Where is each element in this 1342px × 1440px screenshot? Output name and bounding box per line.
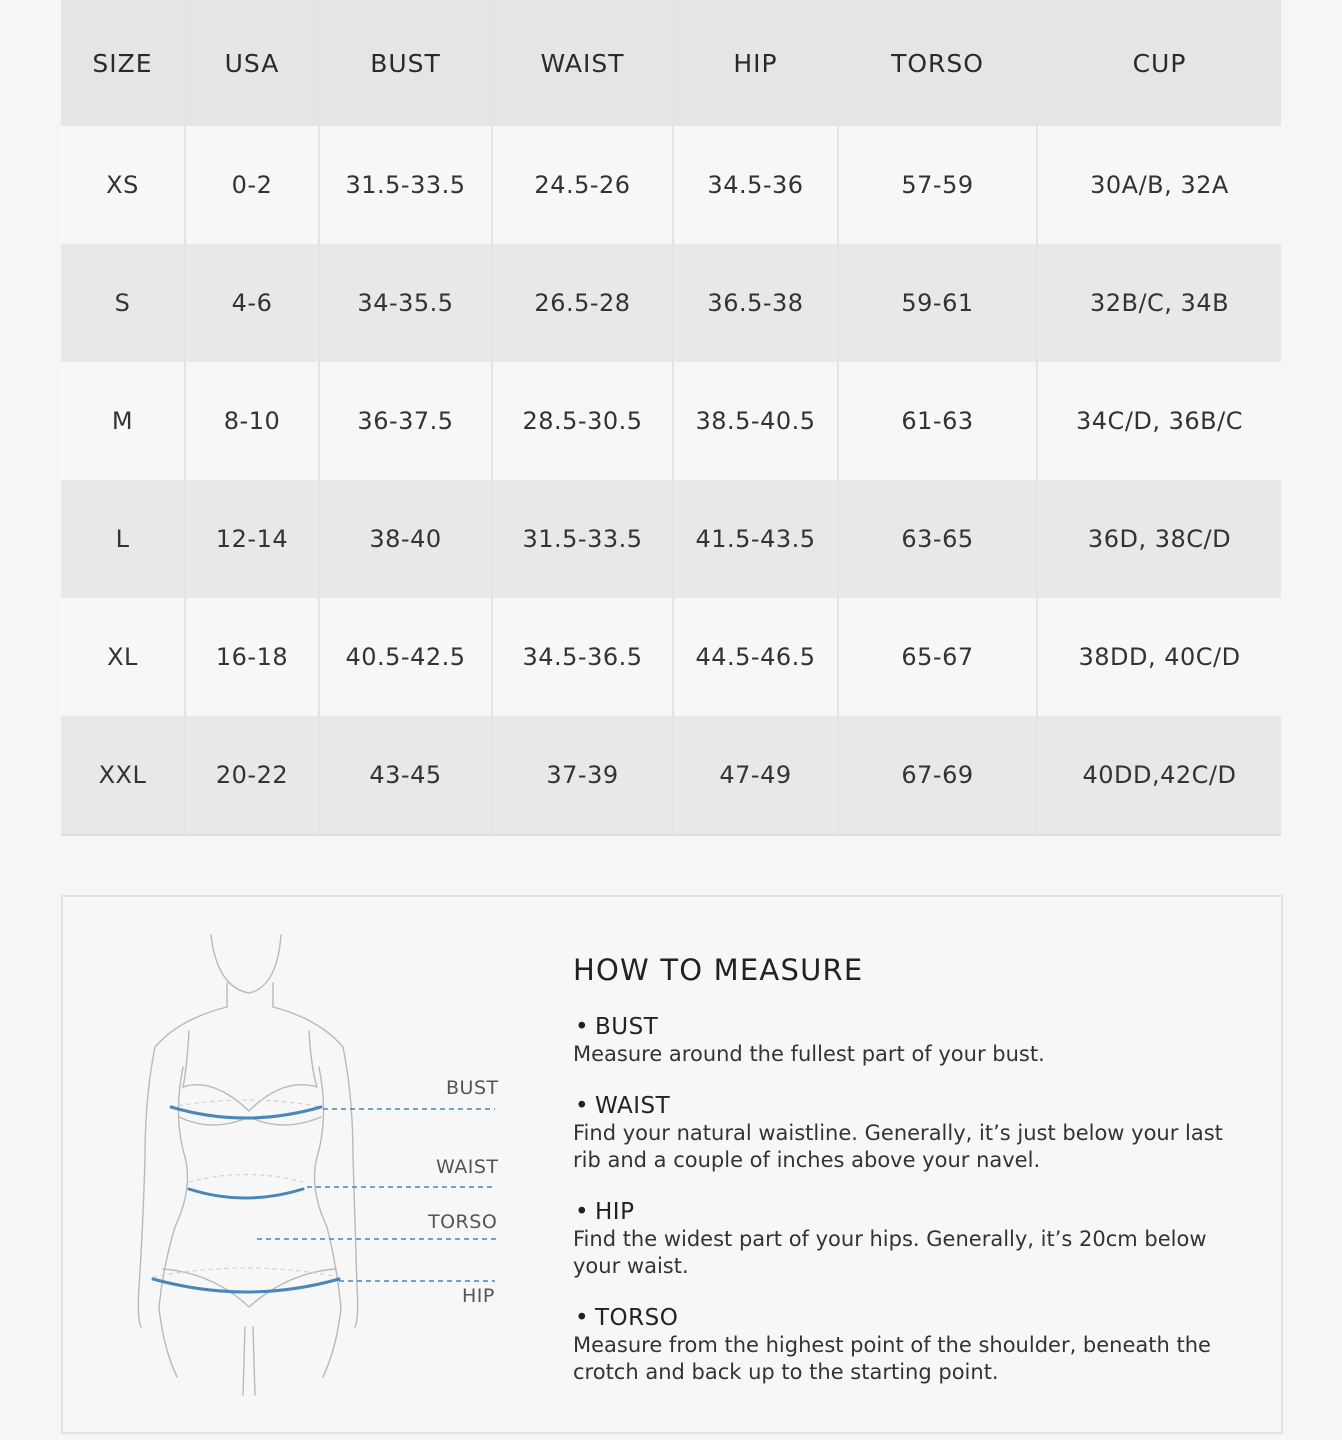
table-cell: 24.5-26 [492,126,673,244]
table-cell: 34-35.5 [319,244,492,362]
table-cell: 41.5-43.5 [673,480,838,598]
bullet-point: • [575,1305,590,1331]
table-cell: 32B/C, 34B [1037,244,1281,362]
measure-item-description: Find the widest part of your hips. Generally, it’s 20cm below your waist. [573,1227,1207,1278]
table-cell: L [61,480,185,598]
table-row [61,598,1281,716]
table-cell: 38-40 [319,480,492,598]
waist-measure-band [189,1189,303,1198]
right-strap [309,1031,317,1087]
table-row [61,244,1281,362]
bust-back-line [171,1100,321,1107]
table-row [61,480,1281,598]
table-row [61,716,1281,835]
table-row [61,362,1281,480]
table-cell: 4-6 [185,244,319,362]
bullet-point: • [575,1014,590,1040]
table-cell: 43-45 [319,716,492,835]
table-cell: 65-67 [838,598,1037,716]
measure-item-hip [573,1198,1253,1280]
header-cup: CUP [1037,0,1281,126]
table-cell: 44.5-46.5 [673,598,838,716]
figure-label-torso: TORSO [428,1211,498,1233]
measure-item-description: Find your natural waistline. Generally, it’s just below your last rib and a couple of inches above your navel. [573,1121,1223,1172]
bullet-point: • [575,1093,590,1119]
table-cell: 34.5-36 [673,126,838,244]
table-cell: 36-37.5 [319,362,492,480]
table-cell: S [61,244,185,362]
header-waist: WAIST [492,0,673,126]
table-cell: 40.5-42.5 [319,598,492,716]
table-cell: 59-61 [838,244,1037,362]
table-cell: 0-2 [185,126,319,244]
table-cell: 57-59 [838,126,1037,244]
table-cell: 28.5-30.5 [492,362,673,480]
measure-item-description: Measure from the highest point of the shoulder, beneath the crotch and back up to the starting point. [573,1333,1211,1384]
header-size: SIZE [61,0,185,126]
neck-outline [211,935,281,993]
figure-label-waist: WAIST [436,1156,499,1178]
bullet-point: • [575,1199,590,1225]
table-cell: 12-14 [185,480,319,598]
measure-item-heading: HIP [595,1199,635,1225]
figure-label-hip: HIP [462,1285,495,1307]
size-chart-table [61,0,1281,836]
hip-measure-band [153,1279,339,1292]
bra-top-line [183,1085,317,1111]
left-leg-outline [159,1307,177,1377]
inner-leg-left [243,1327,245,1395]
how-to-measure-panel [61,895,1283,1434]
measure-item-bust [573,1013,1253,1068]
table-cell: 26.5-28 [492,244,673,362]
table-cell: 34.5-36.5 [492,598,673,716]
table-cell: XXL [61,716,185,835]
header-usa: USA [185,0,319,126]
table-cell: XL [61,598,185,716]
how-to-measure-title: HOW TO MEASURE [573,953,864,987]
table-cell: 38DD, 40C/D [1037,598,1281,716]
table-cell: 20-22 [185,716,319,835]
measure-item-waist [573,1092,1253,1174]
measure-item-heading: WAIST [595,1093,671,1119]
measure-item-heading: TORSO [595,1305,679,1331]
table-cell: 31.5-33.5 [492,480,673,598]
table-cell: 30A/B, 32A [1037,126,1281,244]
measure-instructions-list [573,1013,1253,1410]
table-cell: 67-69 [838,716,1037,835]
table-cell: 63-65 [838,480,1037,598]
left-strap [183,1031,189,1087]
table-cell: 36.5-38 [673,244,838,362]
table-cell: 37-39 [492,716,673,835]
table-row [61,126,1281,244]
left-torso-side [159,1067,187,1307]
table-cell: 34C/D, 36B/C [1037,362,1281,480]
measure-item-description: Measure around the fullest part of your bust. [573,1042,1045,1066]
table-cell: 16-18 [185,598,319,716]
waist-back-line [189,1175,303,1183]
table-cell: 8-10 [185,362,319,480]
table-cell: 61-63 [838,362,1037,480]
table-header-row [61,0,1281,126]
table-cell: M [61,362,185,480]
measure-item-torso [573,1304,1253,1386]
measure-item-heading: BUST [595,1014,659,1040]
right-leg-outline [323,1307,341,1377]
table-cell: 40DD,42C/D [1037,716,1281,835]
inner-leg-right [253,1327,255,1395]
table-cell: 47-49 [673,716,838,835]
figure-label-bust: BUST [446,1077,499,1099]
header-torso: TORSO [838,0,1037,126]
header-hip: HIP [673,0,838,126]
table-cell: 31.5-33.5 [319,126,492,244]
table-cell: XS [61,126,185,244]
table-cell: 36D, 38C/D [1037,480,1281,598]
table-cell: 38.5-40.5 [673,362,838,480]
header-bust: BUST [319,0,492,126]
